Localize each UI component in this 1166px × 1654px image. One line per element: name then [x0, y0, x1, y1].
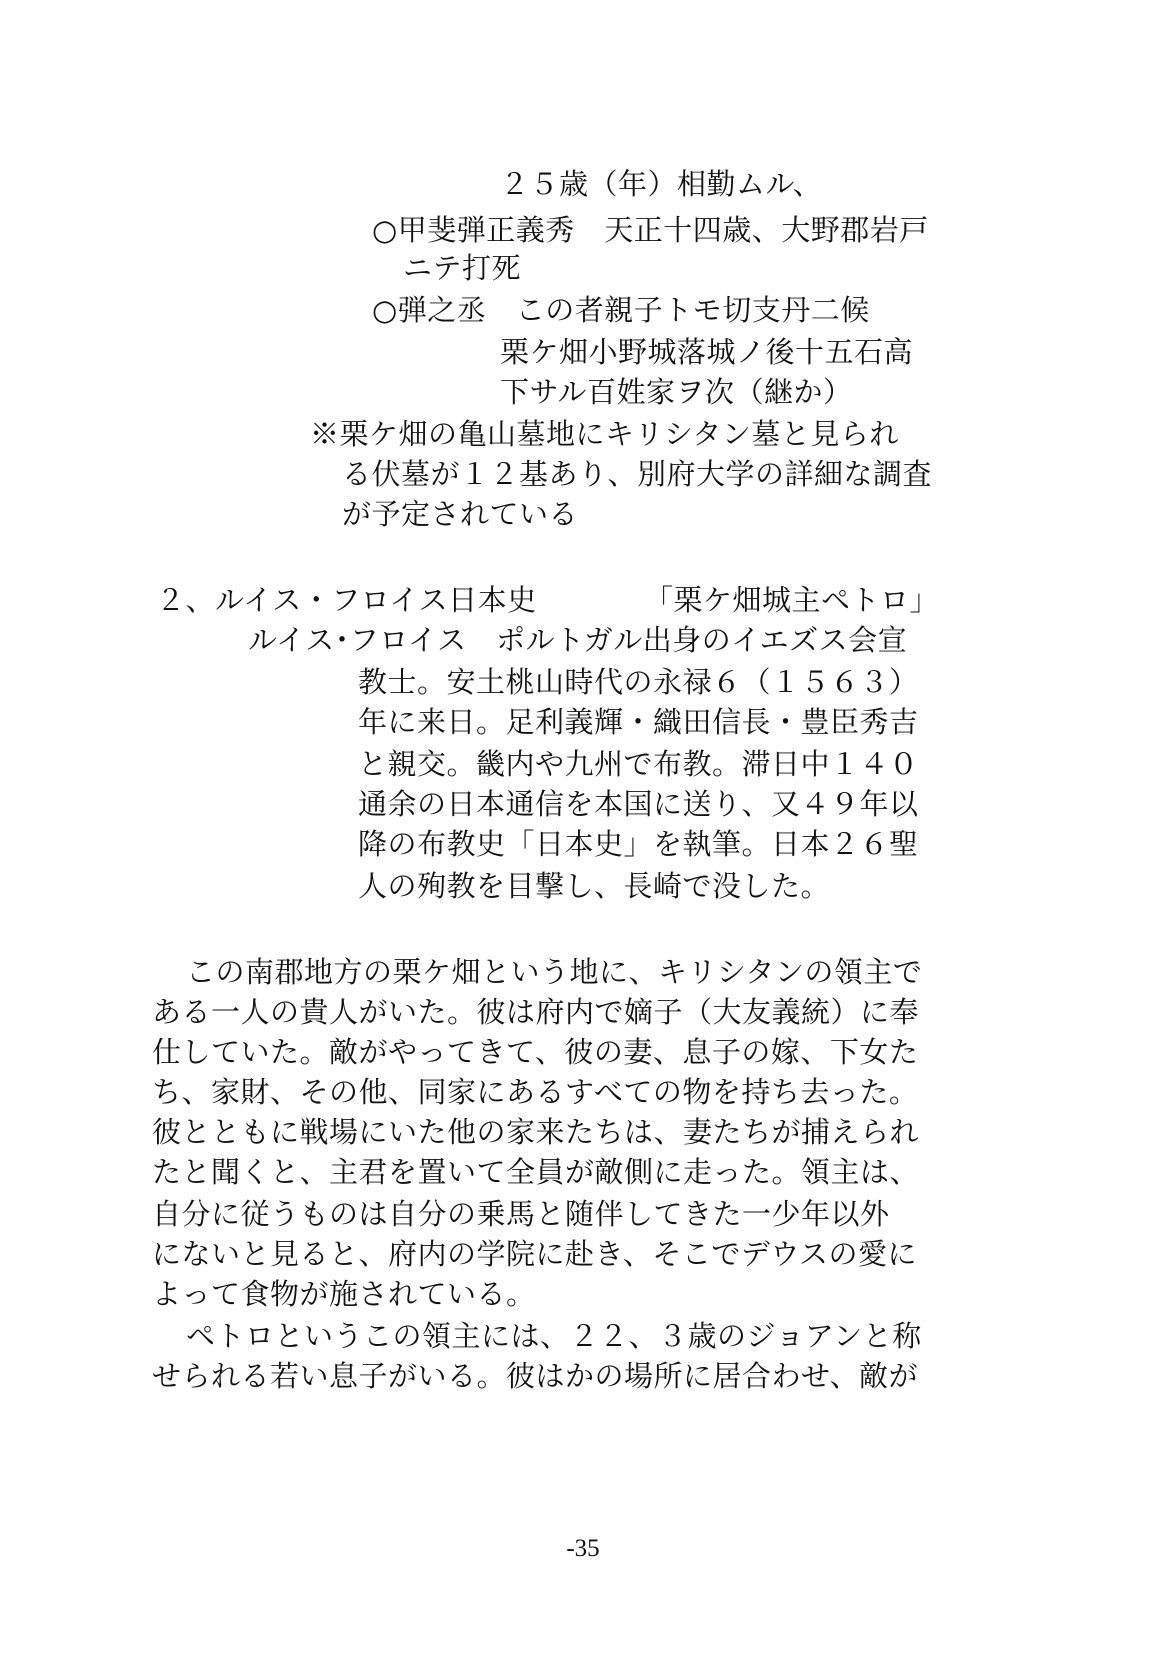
section2-desc-7: 人の殉教を目撃し、長崎で没した。: [358, 869, 831, 903]
page-number: -35: [566, 1535, 600, 1562]
body-line-1: この南郡地方の栗ケ畑という地に、キリシタンの領主で: [186, 955, 923, 989]
section1-note-3: が予定されている: [342, 497, 579, 531]
section2-desc-6: 降の布教史「日本史」を執筆。日本２６聖: [358, 827, 919, 861]
section2-heading: ２、ルイス・フロイス日本史: [156, 583, 537, 617]
section1-line-6: 下サル百姓家ヲ次（継か）: [500, 375, 853, 409]
section2-subtitle: 「栗ケ畑城主ペトロ」: [644, 583, 940, 617]
body-line-5: 彼とともに戦場にいた他の家来たちは、妻たちが捕えられ: [152, 1115, 920, 1149]
section2-desc-2: 教士。安土桃山時代の永禄６（１５６３）: [358, 665, 919, 699]
body-line-8: にないと見ると、府内の学院に赴き、そこでデウスの愛に: [152, 1237, 917, 1271]
section1-line-2: ○甲斐弾正義秀 天正十四歳、大野郡岩戸: [372, 213, 929, 247]
section2-desc-5: 通余の日本通信を本国に送り、又４９年以: [358, 787, 919, 821]
section2-desc-4: と親交。畿内や九州で布教。滞日中１４０: [358, 747, 919, 781]
section1-note-2: る伏墓が１２基あり、別府大学の詳細な調査: [342, 457, 933, 491]
body-line-3: 仕していた。敵がやってきて、彼の妻、息子の嫁、下女た: [152, 1035, 919, 1069]
section2-desc-3: 年に来日。足利義輝・織田信長・豊臣秀吉: [358, 705, 919, 739]
body-line-9: よって食物が施されている。: [152, 1277, 536, 1311]
section1-line-1: ２５歳（年）相勤ムル、: [500, 167, 823, 201]
body-line-10: ペトロというこの領主には、２２、３歳のジョアンと称: [186, 1319, 922, 1353]
body-line-11: せられる若い息子がいる。彼はかの場所に居合わせ、敵が: [152, 1359, 919, 1393]
section2-desc-1: ルイス･フロイス ポルトガル出身のイエズス会宣: [248, 623, 908, 657]
body-line-2: ある一人の貴人がいた。彼は府内で嫡子（大友義統）に奉: [152, 995, 920, 1029]
section1-line-3: ニテ打死: [403, 251, 522, 285]
body-line-7: 自分に従うものは自分の乗馬と随伴してきた一少年以外: [152, 1197, 890, 1231]
section1-note-1: ※栗ケ畑の亀山墓地にキリシタン墓と見られ: [310, 417, 899, 451]
section1-line-4: ○弾之丞 この者親子トモ切支丹二候: [372, 293, 870, 327]
section1-line-5: 栗ケ畑小野城落城ノ後十五石高: [500, 335, 914, 369]
body-line-4: ち、家財、その他、同家にあるすべての物を持ち去った。: [152, 1075, 919, 1109]
body-line-6: たと聞くと、主君を置いて全員が敵側に走った。領主は、: [152, 1155, 920, 1189]
